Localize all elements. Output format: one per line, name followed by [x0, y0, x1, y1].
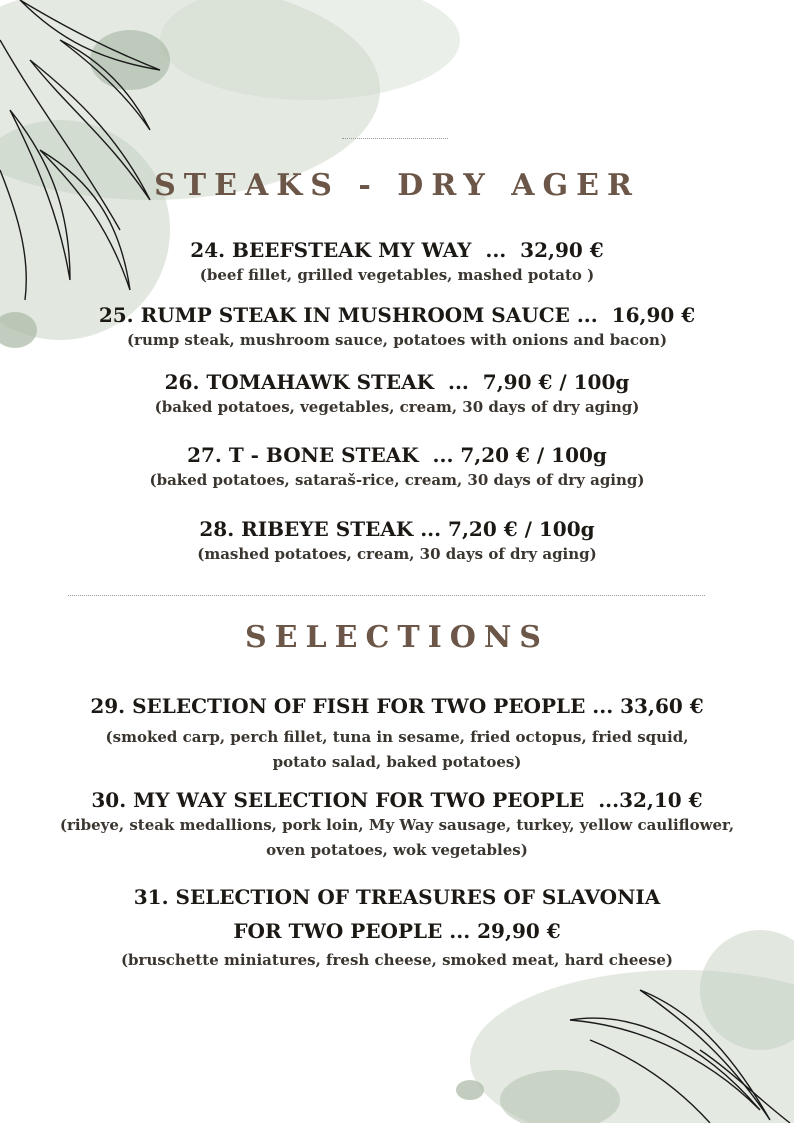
- menu-item-title: 26. TOMAHAWK STEAK ... 7,90 € / 100g: [164, 370, 630, 394]
- section-title-selections: SELECTIONS: [245, 620, 549, 655]
- menu-item-title: 25. RUMP STEAK IN MUSHROOM SAUCE ... 16,90 €: [98, 303, 696, 327]
- menu-item-description: (baked potatoes, vegetables, cream, 30 days of dry aging): [154, 398, 640, 416]
- menu-item-title: 24. BEEFSTEAK MY WAY ... 32,90 €: [190, 238, 604, 262]
- menu-item: [0, 693, 794, 775]
- section-title-steaks: STEAKS - DRY AGER: [154, 168, 640, 203]
- menu-item: [0, 516, 794, 567]
- menu-item: [0, 787, 794, 863]
- menu-item-title: 30. MY WAY SELECTION FOR TWO PEOPLE ...32,10 €: [91, 788, 703, 812]
- menu-item-description: (mashed potatoes, cream, 30 days of dry aging): [197, 545, 597, 563]
- menu-item-description: (beef fillet, grilled vegetables, mashed potato ): [199, 266, 595, 284]
- menu-item: [0, 442, 794, 493]
- menu-item: [0, 302, 794, 353]
- section-divider: [68, 595, 705, 596]
- menu-item-description: (rump steak, mushroom sauce, potatoes with onions and bacon): [126, 331, 668, 349]
- top-divider: [342, 138, 448, 139]
- menu-item: [0, 369, 794, 420]
- menu-item: [0, 237, 794, 288]
- menu-item-title: 28. RIBEYE STEAK ... 7,20 € / 100g: [199, 517, 595, 541]
- menu-item-title: 27. T - BONE STEAK ... 7,20 € / 100g: [187, 443, 607, 467]
- menu-item: [0, 880, 794, 973]
- menu-item-description: (baked potatoes, sataraš-rice, cream, 30 days of dry aging): [149, 471, 645, 489]
- menu-item-title: 31. SELECTION OF TREASURES OF SLAVONIA FOR TWO PEOPLE ... 29,90 €: [133, 885, 661, 943]
- menu-item-description: (smoked carp, perch fillet, tuna in sesame, fried octopus, fried squid, potato salad, baked potatoes): [105, 728, 689, 771]
- menu-item-description: (ribeye, steak medallions, pork loin, My Way sausage, turkey, yellow cauliflower, oven potatoes, wok vegetables): [59, 816, 735, 859]
- menu-item-title: 29. SELECTION OF FISH FOR TWO PEOPLE ... 33,60 €: [90, 694, 704, 718]
- menu-item-description: (bruschette miniatures, fresh cheese, smoked meat, hard cheese): [120, 951, 674, 969]
